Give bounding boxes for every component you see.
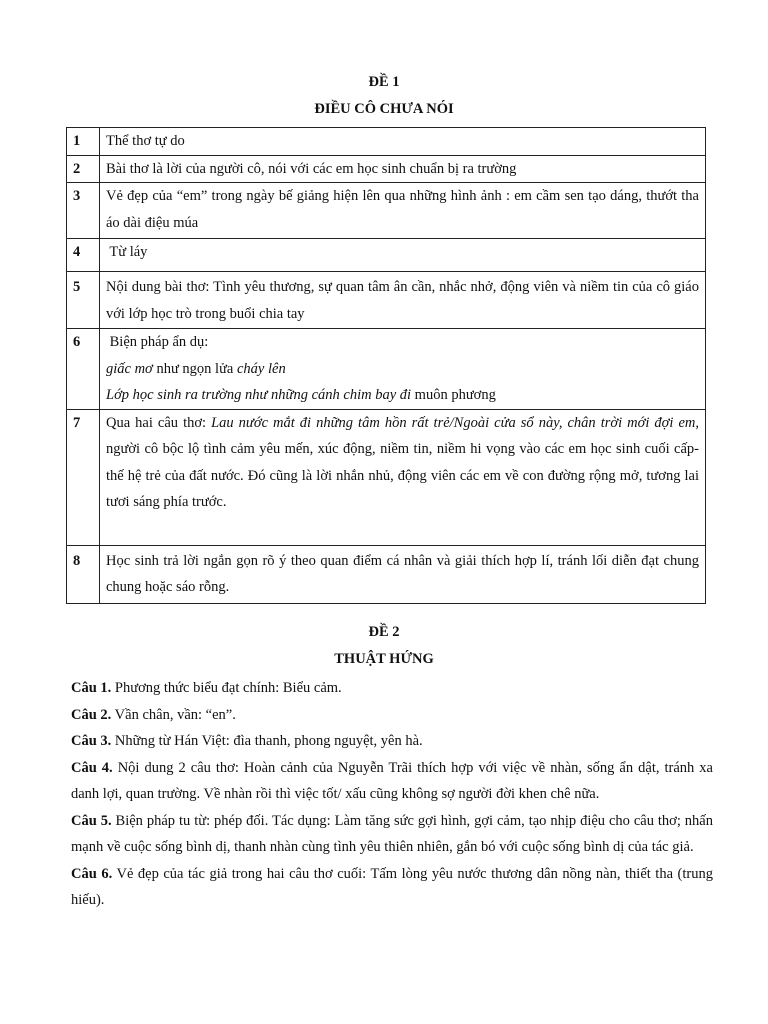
answer-text: Phương thức biểu đạt chính: Biểu cảm. xyxy=(111,680,342,696)
question-label: Câu 6. xyxy=(71,865,113,882)
list-item xyxy=(71,755,713,808)
plain-phrase: như ngọn lửa xyxy=(152,360,237,377)
table-row xyxy=(67,128,706,156)
quoted-verse: Lau nước mắt đi những tâm hồn rất trẻ/Ngoài cửa sổ này, chân trời mới đợi em xyxy=(211,414,696,431)
plain-phrase: Qua hai câu thơ: xyxy=(106,414,212,431)
question-label: Câu 2. xyxy=(71,706,112,723)
row-number: 5 xyxy=(67,272,100,329)
section-2-title: ĐỀ 2 xyxy=(368,624,400,640)
answer-text: Vẻ đẹp của tác giả trong hai câu thơ cuối: Tấm lòng yêu nước thương dân nồng nàn, thiết tha (trung hiếu). xyxy=(71,865,713,908)
metaphor-heading: Biện pháp ẩn dụ: xyxy=(106,334,209,350)
row-answer: Nội dung bài thơ: Tình yêu thương, sự quan tâm ân cần, nhắc nhở, động viên và niềm tin của cô giáo với lớp học trò trong buổi chia tay xyxy=(100,272,706,329)
list-item xyxy=(71,728,713,755)
question-label: Câu 1. xyxy=(71,680,112,696)
italic-phrase: giấc mơ xyxy=(106,360,153,377)
section-1-subtitle: ĐIỀU CÔ CHƯA NÓI xyxy=(314,101,454,117)
question-label: Câu 5. xyxy=(71,812,112,829)
row-answer: Thể thơ tự do xyxy=(100,128,706,156)
table-row xyxy=(67,272,706,329)
row-answer xyxy=(100,329,706,410)
italic-phrase: Lớp học sinh ra trường như những xyxy=(106,387,312,403)
question-label: Câu 4. xyxy=(71,759,113,776)
row-number: 7 xyxy=(67,409,100,545)
section-2-answers xyxy=(71,675,713,914)
list-item xyxy=(71,675,713,702)
row-number: 2 xyxy=(67,155,100,183)
metaphor-example-2 xyxy=(106,382,699,409)
row-number: 4 xyxy=(67,239,100,272)
row-number: 6 xyxy=(67,329,100,410)
italic-phrase: cánh chim bay đi xyxy=(311,387,412,403)
table-row xyxy=(67,545,706,603)
row-number: 1 xyxy=(67,128,100,156)
answer-text: Nội dung 2 câu thơ: Hoàn cảnh của Nguyễn Trãi thích hợp với việc về nhàn, sống ẩn dật, tránh xa danh lợi, quan trường. Về nhàn rồi thì việc tốt/ xấu cũng không sợ người đời khen chê nữa. xyxy=(71,759,713,802)
answer-text: Biện pháp tu từ: phép đối. Tác dụng: Làm tăng sức gợi hình, gợi cảm, tạo nhịp điệu cho câu thơ; nhấn mạnh về cuộc sống bình dị, thanh nhàn cùng tình yêu thiên nhiên, gắn bó với cuộc sống bình dị của tác giả. xyxy=(71,812,713,855)
table-row xyxy=(67,155,706,183)
list-item xyxy=(71,808,713,861)
row-answer: Bài thơ là lời của người cô, nói với các em học sinh chuẩn bị ra trường xyxy=(100,155,706,183)
row-answer: Vẻ đẹp của “em” trong ngày bế giảng hiện lên qua những hình ảnh : em cầm sen tạo dáng, thướt tha áo dài điệu múa xyxy=(100,183,706,239)
row-answer xyxy=(100,409,706,545)
row-answer: Từ láy xyxy=(100,239,706,272)
italic-phrase: cháy lên xyxy=(237,360,286,377)
answer-text: Vần chân, vần: “en”. xyxy=(111,706,236,723)
plain-phrase: muôn phương xyxy=(411,387,496,403)
question-label: Câu 3. xyxy=(71,733,112,749)
list-item xyxy=(71,702,713,729)
section-1-title: ĐỀ 1 xyxy=(368,74,400,90)
row-number: 3 xyxy=(67,183,100,239)
table-row xyxy=(67,409,706,545)
row-answer: Học sinh trả lời ngắn gọn rõ ý theo quan điểm cá nhân và giải thích hợp lí, tránh lối diễn đạt chung chung hoặc sáo rỗng. xyxy=(100,545,706,603)
table-row xyxy=(67,239,706,272)
list-item xyxy=(71,861,713,914)
row-number: 8 xyxy=(67,545,100,603)
plain-phrase: , người cô bộc lộ tình cảm yêu mến, xúc động, niềm tin, niềm hi vọng vào các em học sinh cuối cấp- thế hệ trẻ của đất nước. Đó cũng là lời nhắn nhủ, động viên các em về con đường rộng mở, tương lai tươi sáng phía trước. xyxy=(106,414,699,510)
metaphor-example-1 xyxy=(106,356,699,383)
table-row xyxy=(67,183,706,239)
table-row xyxy=(67,329,706,410)
section-2-subtitle: THUẬT HỨNG xyxy=(334,651,434,667)
answer-table xyxy=(66,127,706,604)
answer-text: Những từ Hán Việt: đìa thanh, phong nguyệt, yên hà. xyxy=(111,733,423,749)
